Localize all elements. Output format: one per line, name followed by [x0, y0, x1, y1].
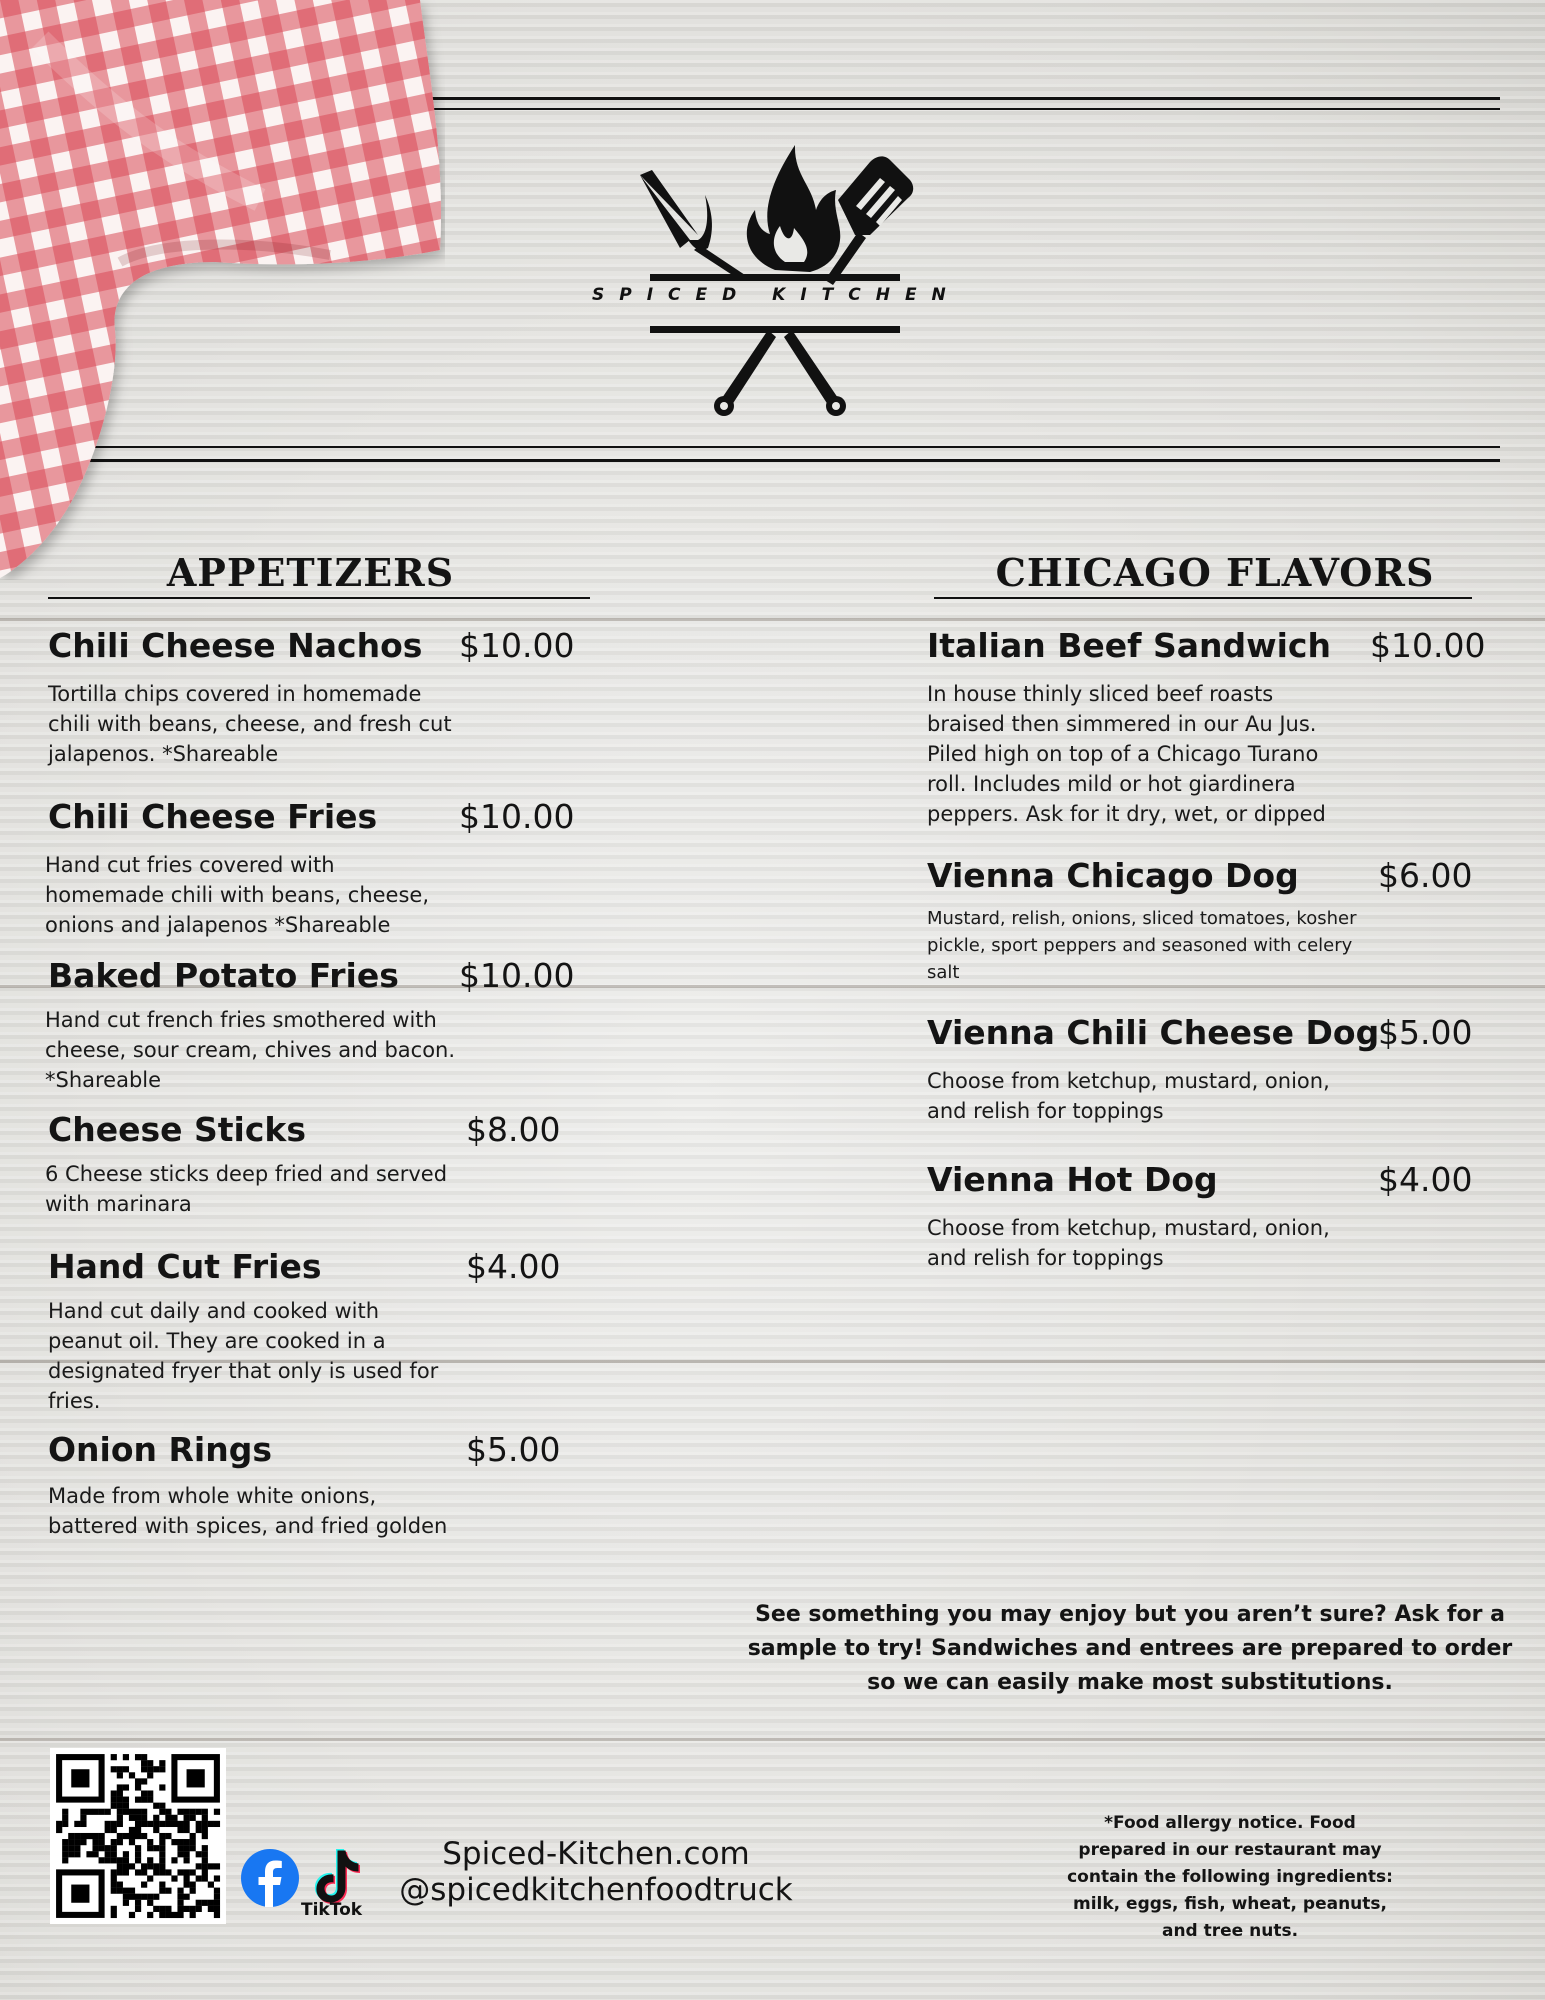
item-price: $4.00	[1378, 1160, 1473, 1199]
item-price: $10.00	[459, 797, 575, 836]
tiktok-label: TikTok	[301, 1900, 363, 1920]
menu-item	[45, 797, 578, 940]
item-name: Baked Potato Fries	[48, 956, 399, 995]
item-name: Italian Beef Sandwich	[927, 626, 1331, 665]
item-name: Hand Cut Fries	[48, 1247, 322, 1286]
item-description: Hand cut fries covered with homemade chili with beans, cheese, onions and jalapenos *Shareable	[45, 853, 429, 937]
menu-item	[45, 1110, 578, 1219]
chicago-flavors-rule	[934, 597, 1472, 599]
website-link[interactable]: Spiced-Kitchen.com	[442, 1836, 750, 1872]
menu-item	[45, 956, 578, 1095]
item-name: Chili Cheese Nachos	[48, 626, 423, 665]
spiced-kitchen-logo-icon	[580, 140, 980, 425]
allergy-notice: *Food allergy notice. Food prepared in our restaurant may contain the following ingredients: milk, eggs, fish, wheat, peanuts, and tree nuts.	[1067, 1813, 1393, 1941]
item-name: Vienna Chicago Dog	[927, 856, 1299, 895]
menu-item	[927, 856, 1487, 986]
qr-code-icon[interactable]	[50, 1748, 226, 1924]
menu-item	[48, 1247, 578, 1416]
item-price: $5.00	[466, 1430, 561, 1469]
item-price: $10.00	[459, 626, 575, 665]
social-handle[interactable]: @spicedkitchenfoodtruck	[399, 1872, 793, 1908]
menu-item	[48, 1430, 578, 1541]
item-name: Chili Cheese Fries	[48, 797, 378, 836]
brand-name: SPICED KITCHEN	[592, 285, 961, 305]
item-price: $6.00	[1378, 856, 1473, 895]
item-description: Hand cut daily and cooked with peanut oil. They are cooked in a designated fryer that only is used for fries.	[48, 1299, 439, 1413]
item-description: In house thinly sliced beef roasts braised then simmered in our Au Jus. Piled high on top of a Chicago Turano roll. Includes mild or hot giardinera peppers. Ask for it dry, wet, or dipped	[927, 682, 1326, 826]
menu-item	[927, 626, 1487, 829]
contact-block	[376, 1836, 816, 1908]
appetizers-title: APPETIZERS	[166, 550, 455, 595]
item-price: $4.00	[466, 1247, 561, 1286]
appetizers-rule	[48, 597, 590, 599]
item-price: $10.00	[459, 956, 575, 995]
item-description: Choose from ketchup, mustard, onion, and relish for toppings	[927, 1069, 1330, 1123]
menu-item	[927, 1160, 1487, 1273]
item-description: Tortilla chips covered in homemade chili with beans, cheese, and fresh cut jalapenos. *Shareable	[48, 682, 452, 766]
item-price: $10.00	[1370, 626, 1486, 665]
item-name: Cheese Sticks	[48, 1110, 306, 1149]
item-name: Onion Rings	[48, 1430, 272, 1469]
chicago-flavors-title: CHICAGO FLAVORS	[995, 550, 1435, 595]
gingham-cloth-decoration	[0, 0, 445, 580]
item-description: Made from whole white onions, battered with spices, and fried golden	[48, 1484, 448, 1538]
facebook-icon[interactable]	[240, 1848, 300, 1908]
sample-note: See something you may enjoy but you aren’t sure? Ask for a sample to try! Sandwiches and entrees are prepared to order so we can easily make most substitutions.	[747, 1602, 1513, 1695]
item-description: 6 Cheese sticks deep fried and served with marinara	[45, 1162, 448, 1216]
item-description: Hand cut french fries smothered with cheese, sour cream, chives and bacon. *Shareable	[45, 1008, 456, 1092]
item-name: Vienna Chili Cheese Dog	[927, 1013, 1380, 1052]
item-name: Vienna Hot Dog	[927, 1160, 1218, 1199]
item-description: Mustard, relish, onions, sliced tomatoes, kosher pickle, sport peppers and seasoned with celery salt	[927, 908, 1357, 983]
menu-item	[48, 626, 578, 769]
item-description: Choose from ketchup, mustard, onion, and relish for toppings	[927, 1216, 1330, 1270]
item-price: $8.00	[466, 1110, 561, 1149]
item-price: $5.00	[1378, 1013, 1473, 1052]
menu-item	[927, 1013, 1487, 1126]
